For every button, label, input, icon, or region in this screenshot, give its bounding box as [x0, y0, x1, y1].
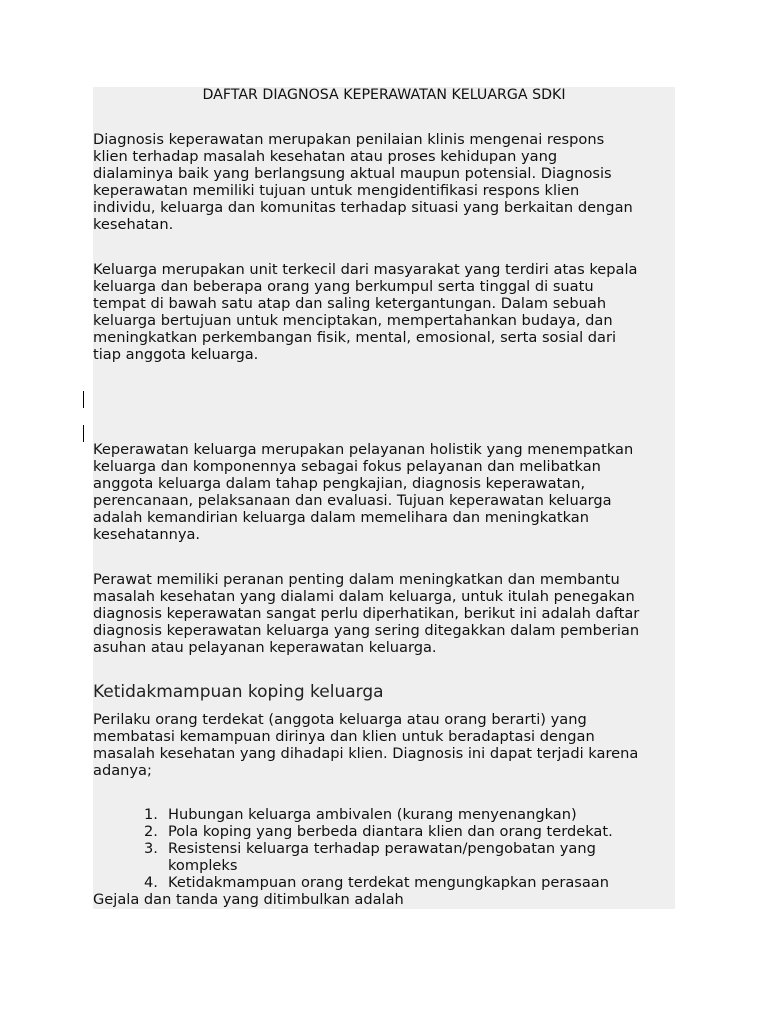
list-item-text: Ketidakmampuan orang terdekat mengungkapkan perasaan [168, 874, 610, 891]
paragraph-line: meningkatkan perkembangan fisik, mental, emosional, serta sosial dari [93, 329, 617, 346]
paragraph-section [93, 711, 675, 779]
paragraph-line: Diagnosis keperawatan merupakan penilaian klinis mengenai respons [93, 131, 605, 148]
text-cursor [83, 425, 84, 442]
paragraph-line: kesehatannya. [93, 526, 201, 543]
list-item [140, 874, 613, 891]
document-title: DAFTAR DIAGNOSA KEPERAWATAN KELUARGA SDKI [202, 87, 566, 103]
paragraph-line: asuhan atau pelayanan keperawatan keluarga. [93, 639, 437, 656]
paragraph-line: keluarga dan komponennya sebagai fokus pelayanan dan melibatkan [93, 458, 601, 475]
paragraph-line: tiap anggota keluarga. [93, 346, 259, 363]
paragraph-line: Keluarga merupakan unit terkecil dari masyarakat yang terdiri atas kepala [93, 261, 638, 278]
paragraph-line: diagnosis keperawatan sangat perlu diperhatikan, berikut ini adalah daftar [93, 605, 640, 622]
paragraph-line: keluarga dan beberapa orang yang berkumpul serta tinggal di suatu [93, 278, 594, 295]
paragraph-line: kesehatan. [93, 216, 174, 233]
paragraph-line: perencanaan, pelaksanaan dan evaluasi. Tujuan keperawatan keluarga [93, 492, 612, 509]
paragraph-keperawatan-keluarga [93, 441, 675, 543]
list-item-text: kompleks [168, 857, 238, 874]
list-item-number: 2. [144, 823, 158, 840]
paragraph-line: Keperawatan keluarga merupakan pelayanan holistik yang menempatkan [93, 441, 634, 458]
paragraph-line: diagnosis keperawatan keluarga yang sering ditegakkan dalam pemberian [93, 622, 640, 639]
paragraph-line: individu, keluarga dan komunitas terhadap situasi yang berkaitan dengan [93, 199, 633, 216]
list-item [140, 840, 613, 874]
paragraph-line: adanya; [93, 762, 152, 779]
list-item-number: 1. [144, 806, 158, 823]
section-heading: Ketidakmampuan koping keluarga [93, 682, 384, 702]
paragraph-line: keperawatan memiliki tujuan untuk mengidentifikasi respons klien [93, 182, 580, 199]
text-cursor [83, 391, 84, 408]
list-item [140, 823, 613, 840]
paragraph-line: tempat di bawah satu atap dan saling ketergantungan. Dalam sebuah [93, 295, 607, 312]
paragraph-line: dialaminya baik yang berlangsung aktual maupun potensial. Diagnosis [93, 165, 612, 182]
paragraph-line: adalah kemandirian keluarga dalam memelihara dan meningkatkan [93, 509, 589, 526]
numbered-list [140, 806, 613, 891]
list-item-number: 3. [144, 840, 158, 857]
paragraph-line: anggota keluarga dalam tahap pengkajian, diagnosis keperawatan, [93, 475, 586, 492]
list-item-text: Resistensi keluarga terhadap perawatan/pengobatan yang [168, 840, 596, 857]
paragraph-line: klien terhadap masalah kesehatan atau proses kehidupan yang [93, 148, 558, 165]
list-item-text: Pola koping yang berbeda diantara klien dan orang terdekat. [168, 823, 613, 840]
trailing-line: Gejala dan tanda yang ditimbulkan adalah [93, 891, 404, 908]
paragraph-line: masalah kesehatan yang dialami dalam keluarga, untuk itulah penegakan [93, 588, 635, 605]
paragraph-line: Perilaku orang terdekat (anggota keluarga atau orang berarti) yang [93, 711, 587, 728]
list-item-text: Hubungan keluarga ambivalen (kurang menyenangkan) [168, 806, 577, 823]
paragraph-keluarga [93, 261, 675, 363]
paragraph-diagnosis [93, 131, 675, 233]
paragraph-line: masalah kesehatan yang dihadapi klien. Diagnosis ini dapat terjadi karena [93, 745, 639, 762]
paragraph-line: Perawat memiliki peranan penting dalam meningkatkan dan membantu [93, 571, 620, 588]
paragraph-perawat [93, 571, 675, 656]
paragraph-line: membatasi kemampuan dirinya dan klien untuk beradaptasi dengan [93, 728, 595, 745]
list-item [140, 806, 613, 823]
paragraph-line: keluarga bertujuan untuk menciptakan, mempertahankan budaya, dan [93, 312, 613, 329]
list-item-number: 4. [144, 874, 158, 891]
